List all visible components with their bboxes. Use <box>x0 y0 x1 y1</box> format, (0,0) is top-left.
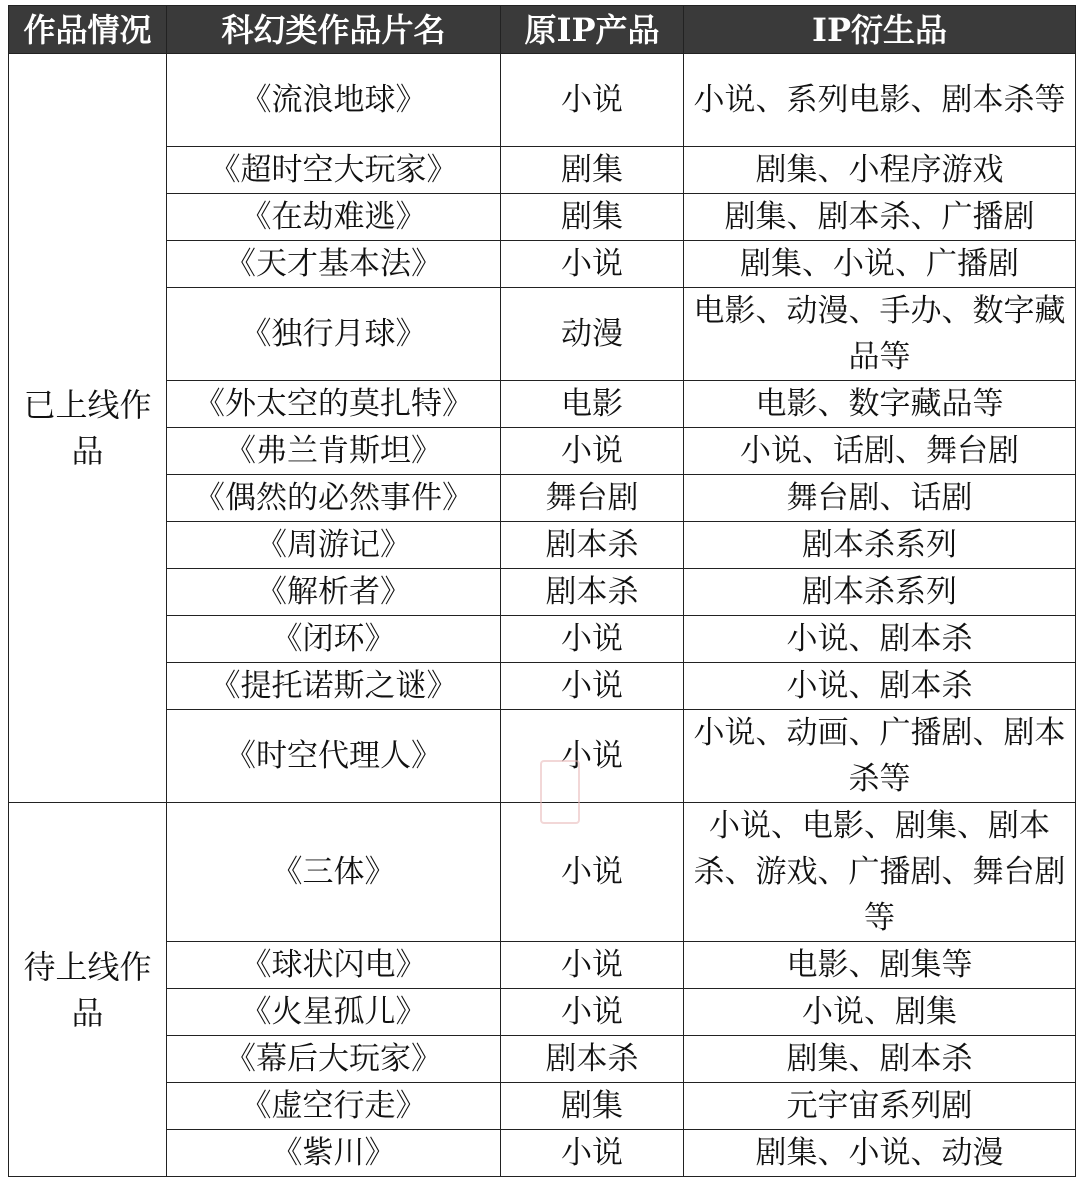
derivatives: 剧本杀系列 <box>684 569 1076 616</box>
table-row <box>9 616 1076 663</box>
header-title: 科幻类作品片名 <box>167 6 501 54</box>
table-row <box>9 1036 1076 1083</box>
original-ip: 小说 <box>501 54 684 147</box>
derivatives: 剧本杀系列 <box>684 522 1076 569</box>
work-title: 《独行月球》 <box>167 288 501 381</box>
original-ip: 剧本杀 <box>501 569 684 616</box>
original-ip: 小说 <box>501 942 684 989</box>
derivatives: 电影、动漫、手办、数字藏品等 <box>684 288 1076 381</box>
derivatives: 剧集、小说、动漫 <box>684 1130 1076 1177</box>
derivatives: 剧集、剧本杀、广播剧 <box>684 194 1076 241</box>
derivatives: 舞台剧、话剧 <box>684 475 1076 522</box>
group-label-upcoming: 待上线作品 <box>9 803 167 1177</box>
derivatives: 小说、剧本杀 <box>684 663 1076 710</box>
work-title: 《周游记》 <box>167 522 501 569</box>
table-row <box>9 241 1076 288</box>
table-row <box>9 475 1076 522</box>
derivatives: 小说、系列电影、剧本杀等 <box>684 54 1076 147</box>
work-title: 《三体》 <box>167 803 501 942</box>
table-row <box>9 989 1076 1036</box>
derivatives: 剧集、小说、广播剧 <box>684 241 1076 288</box>
table-row <box>9 1083 1076 1130</box>
original-ip: 动漫 <box>501 288 684 381</box>
original-ip: 小说 <box>501 989 684 1036</box>
derivatives: 电影、数字藏品等 <box>684 381 1076 428</box>
table-row <box>9 54 1076 147</box>
table-row <box>9 663 1076 710</box>
table-row <box>9 194 1076 241</box>
table-row <box>9 147 1076 194</box>
table-row <box>9 428 1076 475</box>
original-ip: 小说 <box>501 663 684 710</box>
derivatives: 小说、剧本杀 <box>684 616 1076 663</box>
original-ip: 电影 <box>501 381 684 428</box>
table-row <box>9 381 1076 428</box>
work-title: 《天才基本法》 <box>167 241 501 288</box>
derivatives: 剧集、小程序游戏 <box>684 147 1076 194</box>
work-title: 《流浪地球》 <box>167 54 501 147</box>
original-ip: 小说 <box>501 241 684 288</box>
work-title: 《时空代理人》 <box>167 710 501 803</box>
original-ip: 剧集 <box>501 1083 684 1130</box>
header-original-ip: 原IP产品 <box>501 6 684 54</box>
table-row <box>9 1130 1076 1177</box>
table-row <box>9 569 1076 616</box>
original-ip: 剧集 <box>501 194 684 241</box>
work-title: 《偶然的必然事件》 <box>167 475 501 522</box>
work-title: 《提托诺斯之谜》 <box>167 663 501 710</box>
original-ip: 小说 <box>501 428 684 475</box>
original-ip: 小说 <box>501 616 684 663</box>
work-title: 《紫川》 <box>167 1130 501 1177</box>
work-title: 《弗兰肯斯坦》 <box>167 428 501 475</box>
work-title: 《外太空的莫扎特》 <box>167 381 501 428</box>
derivatives: 电影、剧集等 <box>684 942 1076 989</box>
derivatives: 小说、话剧、舞台剧 <box>684 428 1076 475</box>
work-title: 《火星孤儿》 <box>167 989 501 1036</box>
original-ip: 剧本杀 <box>501 1036 684 1083</box>
derivatives: 元宇宙系列剧 <box>684 1083 1076 1130</box>
header-status: 作品情况 <box>9 6 167 54</box>
header-derivatives: IP衍生品 <box>684 6 1076 54</box>
work-title: 《在劫难逃》 <box>167 194 501 241</box>
group-label-released: 已上线作品 <box>9 54 167 803</box>
derivatives: 小说、剧集 <box>684 989 1076 1036</box>
work-title: 《幕后大玩家》 <box>167 1036 501 1083</box>
work-title: 《解析者》 <box>167 569 501 616</box>
derivatives: 小说、动画、广播剧、剧本杀等 <box>684 710 1076 803</box>
derivatives: 剧集、剧本杀 <box>684 1036 1076 1083</box>
header-row <box>9 6 1076 54</box>
original-ip: 剧集 <box>501 147 684 194</box>
table-row <box>9 522 1076 569</box>
derivatives: 小说、电影、剧集、剧本杀、游戏、广播剧、舞台剧等 <box>684 803 1076 942</box>
watermark-seal <box>540 760 580 824</box>
work-title: 《闭环》 <box>167 616 501 663</box>
original-ip: 小说 <box>501 803 684 942</box>
original-ip: 小说 <box>501 710 684 803</box>
original-ip: 舞台剧 <box>501 475 684 522</box>
table-row <box>9 942 1076 989</box>
work-title: 《超时空大玩家》 <box>167 147 501 194</box>
work-title: 《虚空行走》 <box>167 1083 501 1130</box>
work-title: 《球状闪电》 <box>167 942 501 989</box>
ip-table <box>8 5 1076 1177</box>
original-ip: 剧本杀 <box>501 522 684 569</box>
original-ip: 小说 <box>501 1130 684 1177</box>
table-row <box>9 288 1076 381</box>
